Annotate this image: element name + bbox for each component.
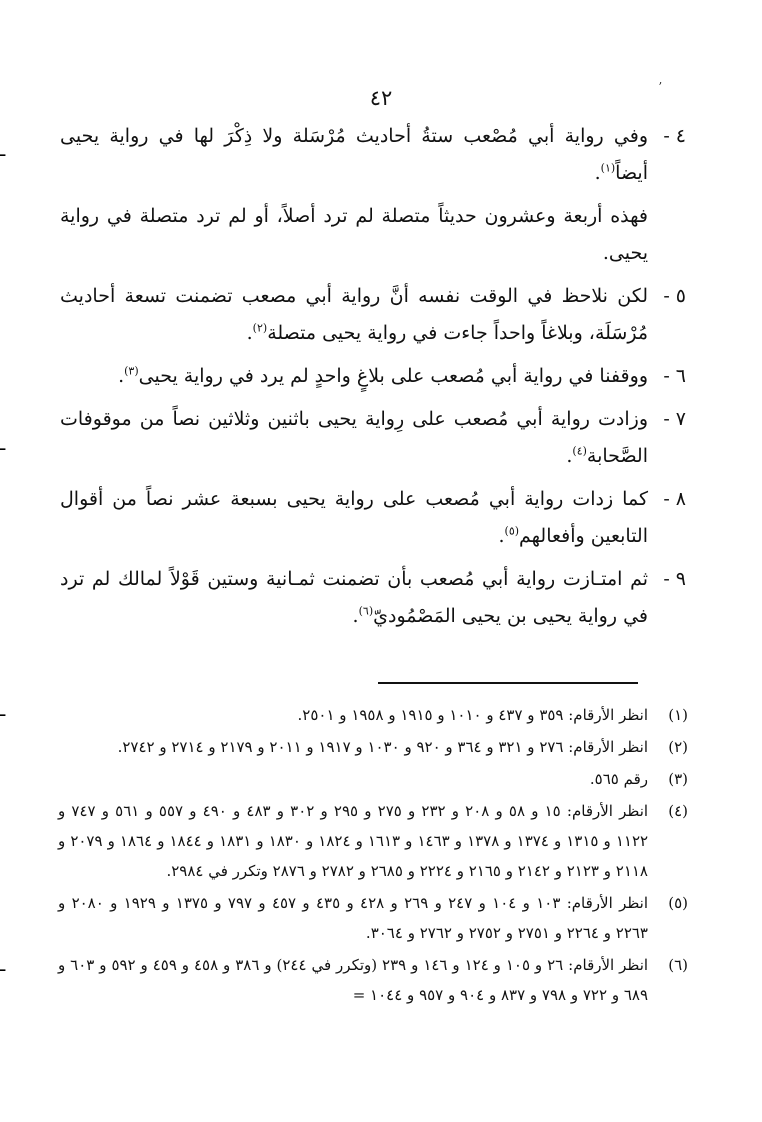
list-item	[60, 401, 686, 475]
footnote	[58, 796, 688, 886]
item-number: ٤ -	[663, 125, 686, 147]
footnote-number: (١)	[668, 706, 688, 724]
item-text: وفي رواية أبي مُصْعب ستةُ أحاديث مُرْسَلة ولا ذِكْرَ لها في رواية يحيى أيضاً$^{(١)}$.	[60, 125, 648, 184]
footnote-number: (٥)	[668, 894, 688, 912]
margin-mark: ـ	[0, 700, 6, 721]
footnote-number: (٦)	[668, 956, 688, 974]
item-text: ووقفنا في رواية أبي مُصعب على بلاغٍ واحدٍ لم يرد في رواية يحيى$^{(٣)}$.	[118, 364, 648, 387]
item-text: وزادت رواية أبي مُصعب على رِواية يحيى باثنين وثلاثين نصاً من موقوفات الصَّحابة$^{(٤)}$.	[60, 408, 648, 467]
footnote-text: انظر الأرقام: ٣٥٩ و ٤٣٧ و ١٠١٠ و ١٩١٥ و ١٩٥٨ و ٢٥٠١.	[297, 706, 648, 724]
footnote-text: رقم ٥٦٥.	[589, 770, 648, 788]
footnote-number: (٣)	[668, 770, 688, 788]
margin-mark: ـ	[0, 434, 6, 455]
footnote-ref[interactable]: (٦)	[358, 604, 374, 618]
list-item	[60, 358, 686, 395]
item-number: ٧ -	[663, 408, 686, 430]
footnote-ref[interactable]: (٥)	[504, 524, 520, 538]
footnote-divider	[378, 682, 638, 684]
item-number: ٥ -	[663, 285, 686, 307]
item-number: ٩ -	[663, 568, 686, 590]
footnotes	[58, 700, 688, 1012]
footnote-number: (٤)	[668, 802, 688, 820]
footnote-text: انظر الأرقام: ٢٦ و ١٠٥ و ١٢٤ و ١٤٦ و ٢٣٩ (وتكرر في ٢٤٤) و ٣٨٦ و ٤٥٨ و ٤٥٩ و ٥٩٢ و ٦٠٣ و ٦٨٩ و ٧٢٢ و ٧٩٨ و ٨٣٧ و ٩٠٤ و ٩٥٧ و ١٠٤٤ =	[58, 956, 649, 1004]
item-number: ٦ -	[663, 365, 686, 387]
footnote-number: (٢)	[668, 738, 688, 756]
item-text: لكن نلاحظ في الوقت نفسه أنَّ رواية أبي مصعب تضمنت تسعة أحاديث مُرْسَلَة، وبلاغاً واحداً جاءت في رواية يحيى متصلة$^{(٢)}$.	[60, 285, 648, 344]
list-item	[60, 118, 686, 192]
footnote	[58, 888, 688, 948]
footnote	[58, 764, 688, 794]
list-item	[60, 481, 686, 555]
footnote-ref[interactable]: (٤)	[572, 444, 587, 458]
margin-mark: ـ	[0, 140, 6, 161]
summary-paragraph: فهذه أربعة وعشرون حديثاً متصلة لم ترد أصلاً، أو لم ترد متصلة في رواية يحيى.	[60, 205, 648, 264]
main-text	[60, 118, 686, 641]
list-item	[60, 561, 686, 635]
item-number: ٨ -	[663, 488, 686, 510]
item-text: كما زدات رواية أبي مُصعب على رواية يحيى بسبعة عشر نصاً من أقوال التابعين وأفعالهم$^{(٥)}$.	[60, 488, 648, 547]
footnote-text: انظر الأرقام: ٢٧٦ و ٣٢١ و ٣٦٤ و ٩٢٠ و ١٠٣٠ و ١٩١٧ و ٢٠١١ و ٢١٧٩ و ٢٧١٤ و ٢٧٤٢.	[117, 738, 648, 756]
page-number: ٤٢	[369, 86, 393, 110]
footnote-text: انظر الأرقام: ١٠٣ و ١٠٤ و ٢٤٧ و ٢٦٩ و ٤٢٨ و ٤٣٥ و ٤٥٧ و ٧٩٧ و ١٣٧٥ و ١٩٢٩ و ٢٠٨٠ و ٢٢٦٣ و ٢٢٦٤ و ٢٧٥١ و ٢٧٥٢ و ٢٧٦٢ و ٣٠٦٤.	[58, 894, 648, 942]
item-text: ثم امتـازت رواية أبي مُصعب بأن تضمنت ثمـانية وستين قَوْلاً لمالك لم ترد في رواية يحيى بن يحيى المَصْمُوديّ$^{(٦)}$.	[60, 568, 648, 627]
footnote-ref[interactable]: (٣)	[124, 364, 139, 378]
footnote-text: انظر الأرقام: ١٥ و ٥٨ و ٢٠٨ و ٢٣٢ و ٢٧٥ و ٢٩٥ و ٣٠٢ و ٤٨٣ و ٤٩٠ و ٥٥٧ و ٥٦١ و ٧٤٧ و ١١٢٢ و ١٣١٥ و ١٣٧٤ و ١٣٧٨ و ١٤٦٣ و ١٦١٣ و ١٨٢٤ و ١٨٣٠ و ١٨٣١ و ١٨٤٤ و ١٨٦٤ و ٢٠٧٩ و ٢١١٨ و ٢١٢٣ و ٢١٤٢ و ٢١٦٥ و ٢٢٢٤ و ٢٦٨٥ و ٢٧٨٢ و ٢٨٧٦ وتكرر في ٢٩٨٤.	[58, 802, 649, 880]
list-item	[60, 278, 686, 352]
footnote-ref[interactable]: (٢)	[252, 321, 268, 335]
footnote	[58, 732, 688, 762]
footnote-ref[interactable]: (١)	[600, 161, 616, 175]
margin-mark: ـ	[0, 955, 6, 976]
footnote	[58, 950, 688, 1010]
footnote	[58, 700, 688, 730]
corner-mark: ʼ	[658, 80, 662, 94]
